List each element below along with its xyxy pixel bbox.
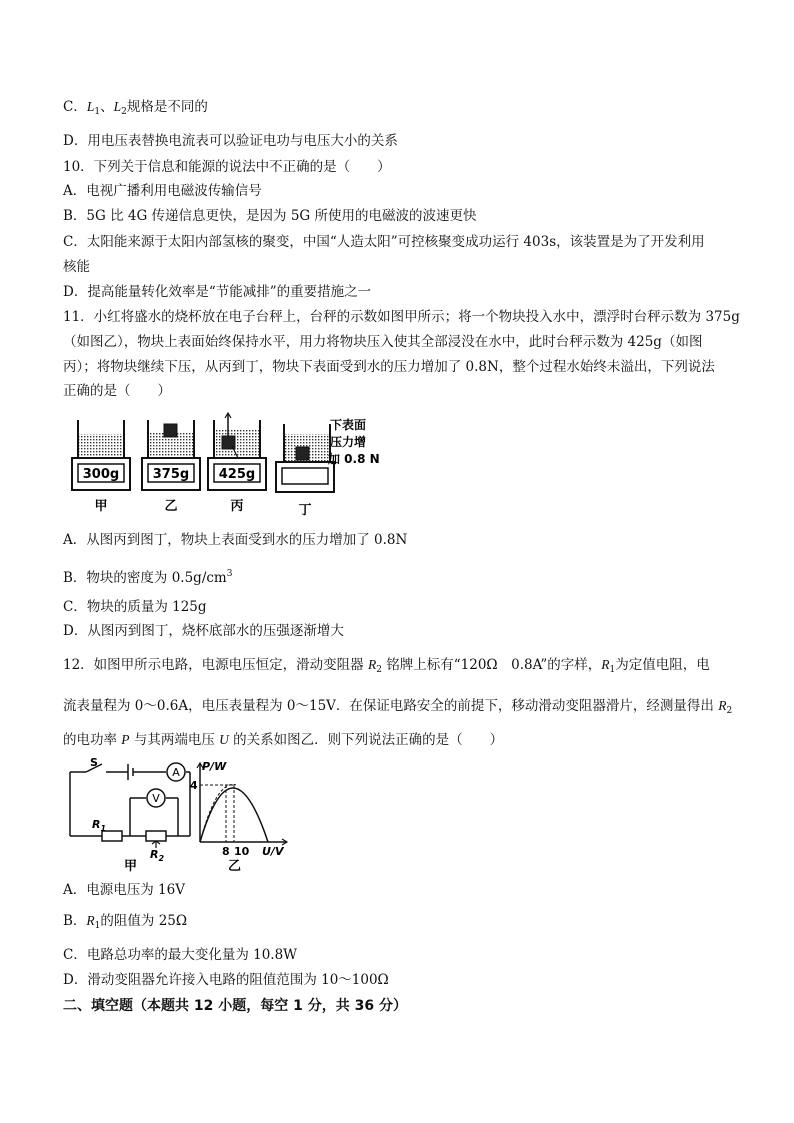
graph-xlabel: U/V: [262, 845, 284, 858]
note-line1: 下表面: [330, 418, 367, 432]
q10-option-c-line1: C．太阳能来源于太阳内部氢核的聚变，中国“人造太阳”可控核聚变成功运行 403s，该装置是为了开发利用: [63, 234, 705, 250]
graph-label-yi: 乙: [228, 859, 242, 874]
graph-ylabel: P/W: [202, 760, 227, 773]
q12-circuit: [62, 756, 202, 874]
q12-stem-line2: 流表量程为 0～0.6A，电压表量程为 0～15V．在保证电路安全的前提下，移动滑动变阻器滑片，经测量得出 $R_2$: [63, 698, 733, 716]
voltmeter-symbol: V: [152, 792, 160, 805]
reading-bing: 425g: [218, 467, 256, 482]
note-line3: 加 0.8 N: [328, 452, 380, 466]
graph-ytick: 4: [190, 779, 198, 792]
q12-option-c: C．电路总功率的最大变化量为 10.8W: [63, 947, 298, 963]
switch-label: S: [90, 756, 98, 769]
q12-stem-line1: 12．如图甲所示电路，电源电压恒定，滑动变阻器 $R_2$ 铭牌上标有“120Ω 0.8A”的字样，$R_1$为定值电阻，电: [63, 657, 710, 675]
q11-option-a: A．从图丙到图丁，物块上表面受到水的压力增加了 0.8N: [63, 532, 408, 548]
section-2-heading: 二、填空题（本题共 12 小题，每空 1 分，共 36 分）: [63, 998, 407, 1014]
q11-stem-line4: 正确的是（ ）: [63, 383, 171, 399]
q10-stem: 10．下列关于信息和能源的说法中不正确的是（ ）: [63, 159, 391, 175]
q11-option-c: C．物块的质量为 125g: [63, 599, 207, 615]
q12-option-d: D．滑动变阻器允许接入电路的阻值范围为 10～100Ω: [63, 972, 389, 988]
label-bing: 丙: [230, 499, 244, 514]
q12-option-b: B．$R_1$的阻值为 25Ω: [63, 913, 188, 931]
q11-stem-line3: 丙）；将物块继续下压，从丙到丁，物块下表面受到水的压力增加了 0.8N，整个过程水始终未溢出，下列说法: [63, 359, 715, 375]
q11-figure: [66, 412, 396, 518]
scale-bing: [208, 413, 266, 514]
q10-option-a: A．电视广播利用电磁波传输信号: [63, 183, 262, 199]
graph-xtick-10: 10: [234, 845, 250, 858]
scale-ding: [276, 417, 380, 518]
r2-label: $R_2$: [150, 848, 165, 863]
q11-option-b: B．物块的密度为 $0.5g/cm^3$: [63, 569, 233, 586]
ammeter-symbol: A: [172, 766, 180, 779]
q10-option-d: D．提高能量转化效率是“节能减排”的重要措施之一: [63, 284, 372, 300]
scale-jia: [72, 420, 130, 514]
q12-stem-line3: 的电功率 P 与其两端电压 U 的关系如图乙．则下列说法正确的是（ ）: [63, 732, 504, 748]
q11-option-d: D．从图丙到图丁，烧杯底部水的压强逐渐增大: [63, 623, 344, 639]
q11-stem-line2: （如图乙），物块上表面始终保持水平，用力将物块压入使其全部浸没在水中，此时台秤示数为 425g（如图: [63, 334, 703, 350]
graph-xtick-8: 8: [222, 845, 230, 858]
label-jia: 甲: [94, 499, 108, 514]
r1-label: $R_1$: [92, 818, 107, 833]
scale-yi: [142, 420, 200, 514]
reading-yi: 375g: [152, 467, 190, 482]
q11-stem-line1: 11．小红将盛水的烧杯放在电子台秤上，台秤的示数如图甲所示；将一个物块投入水中，漂浮时台秤示数为 375g: [63, 309, 740, 325]
q9-option-d: D．用电压表替换电流表可以验证电功与电压大小的关系: [63, 133, 398, 149]
q12-option-a: A．电源电压为 16V: [63, 882, 185, 898]
q10-option-b: B．5G 比 4G 传递信息更快，是因为 5G 所使用的电磁波的波速更快: [63, 208, 477, 224]
q9-option-c: C．$L_1$、$L_2$规格是不同的: [63, 99, 208, 117]
note-line2: 压力增: [330, 435, 367, 449]
reading-jia: 300g: [82, 467, 120, 482]
label-ding: 丁: [298, 503, 312, 518]
q10-option-c-line2: 核能: [63, 259, 90, 275]
circuit-label-jia: 甲: [124, 859, 138, 874]
label-yi: 乙: [164, 499, 178, 514]
q12-graph: [186, 758, 296, 874]
